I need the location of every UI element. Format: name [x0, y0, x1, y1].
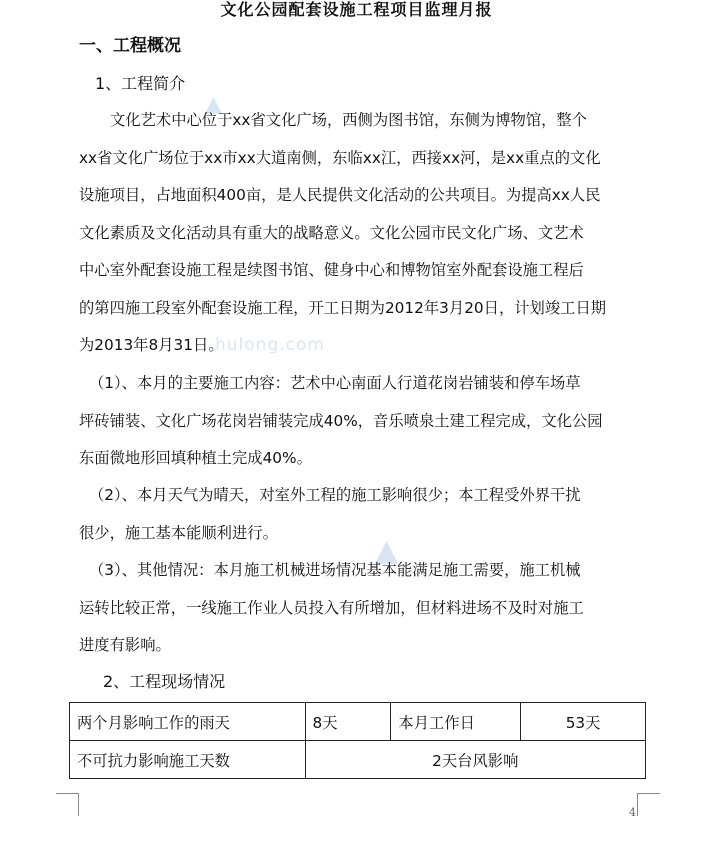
- intro-line: 文化艺术中心位于xx省文化广场，西侧为图书馆，东侧为博物馆，整个: [110, 111, 588, 129]
- item-2-line: （2）、本月天气为晴天，对室外工程的施工影响很少；本工程受外界干扰: [89, 486, 581, 504]
- force-majeure-label: 不可抗力影响施工天数: [70, 741, 306, 779]
- force-majeure-value: 2天台风影响: [305, 741, 645, 779]
- margin-corner-mark-left: [56, 793, 79, 816]
- table-row: [70, 741, 646, 779]
- intro-line: 的第四施工段室外配套设施工程，开工日期为2012年3月20日，计划竣工日期: [79, 298, 607, 317]
- item-3-line: 运转比较正常，一线施工作业人员投入有所增加，但材料进场不及时对施工: [79, 598, 584, 617]
- watermark-logo-icon: ▲: [205, 92, 222, 117]
- rain-days-value: 8天: [305, 703, 391, 741]
- work-days-label: 本月工作日: [391, 703, 521, 741]
- item-1-line: （1）、本月的主要施工内容：艺术中心南面人行道花岗岩铺装和停车场草: [89, 374, 581, 392]
- document-title: 文化公园配套设施工程项目监理月报: [220, 0, 493, 19]
- intro-line: 设施项目，占地面积400亩，是人民提供文化活动的公共项目。为提高xx人民: [79, 186, 601, 204]
- page-number: 4: [629, 806, 636, 819]
- item-3-paragraph: [79, 552, 645, 665]
- section-heading: 一、工程概况: [79, 36, 181, 56]
- item-2-paragraph: [79, 477, 645, 552]
- subsection-heading-site: 2、工程现场情况: [103, 672, 226, 691]
- item-1-paragraph: [79, 365, 645, 478]
- subsection-heading-intro: 1、工程简介: [95, 74, 186, 93]
- intro-line: 文化素质及文化活动具有重大的战略意义。文化公园市民文化广场、文艺术: [79, 223, 584, 242]
- intro-line: 为2013年8月31日。: [79, 336, 224, 354]
- site-conditions-table: [69, 702, 646, 779]
- watermark-logo-icon-lower: ▲: [375, 533, 399, 568]
- work-days-value: 53天: [521, 703, 646, 741]
- watermark-text: hulong.com: [215, 335, 325, 355]
- item-1-line: 东面微地形回填种植土完成40%。: [79, 449, 312, 467]
- margin-corner-mark-right: [637, 793, 660, 816]
- intro-line: xx省文化广场位于xx市xx大道南侧，东临xx江，西接xx河，是xx重点的文化: [79, 148, 601, 167]
- table-row: [70, 703, 646, 741]
- item-3-line: 进度有影响。: [79, 636, 171, 654]
- intro-line: 中心室外配套设施工程是续图书馆、健身中心和博物馆室外配套设施工程后: [79, 261, 584, 279]
- item-2-line: 很少，施工基本能顺利进行。: [79, 523, 278, 542]
- item-3-line: （3）、其他情况：本月施工机械进场情况基本能满足施工需要，施工机械: [89, 561, 581, 579]
- item-1-line: 坪砖铺装、文化广场花岗岩铺装完成40%，音乐喷泉土建工程完成，文化公园: [79, 411, 603, 430]
- rain-days-label: 两个月影响工作的雨天: [70, 703, 306, 741]
- intro-paragraph: [79, 102, 645, 365]
